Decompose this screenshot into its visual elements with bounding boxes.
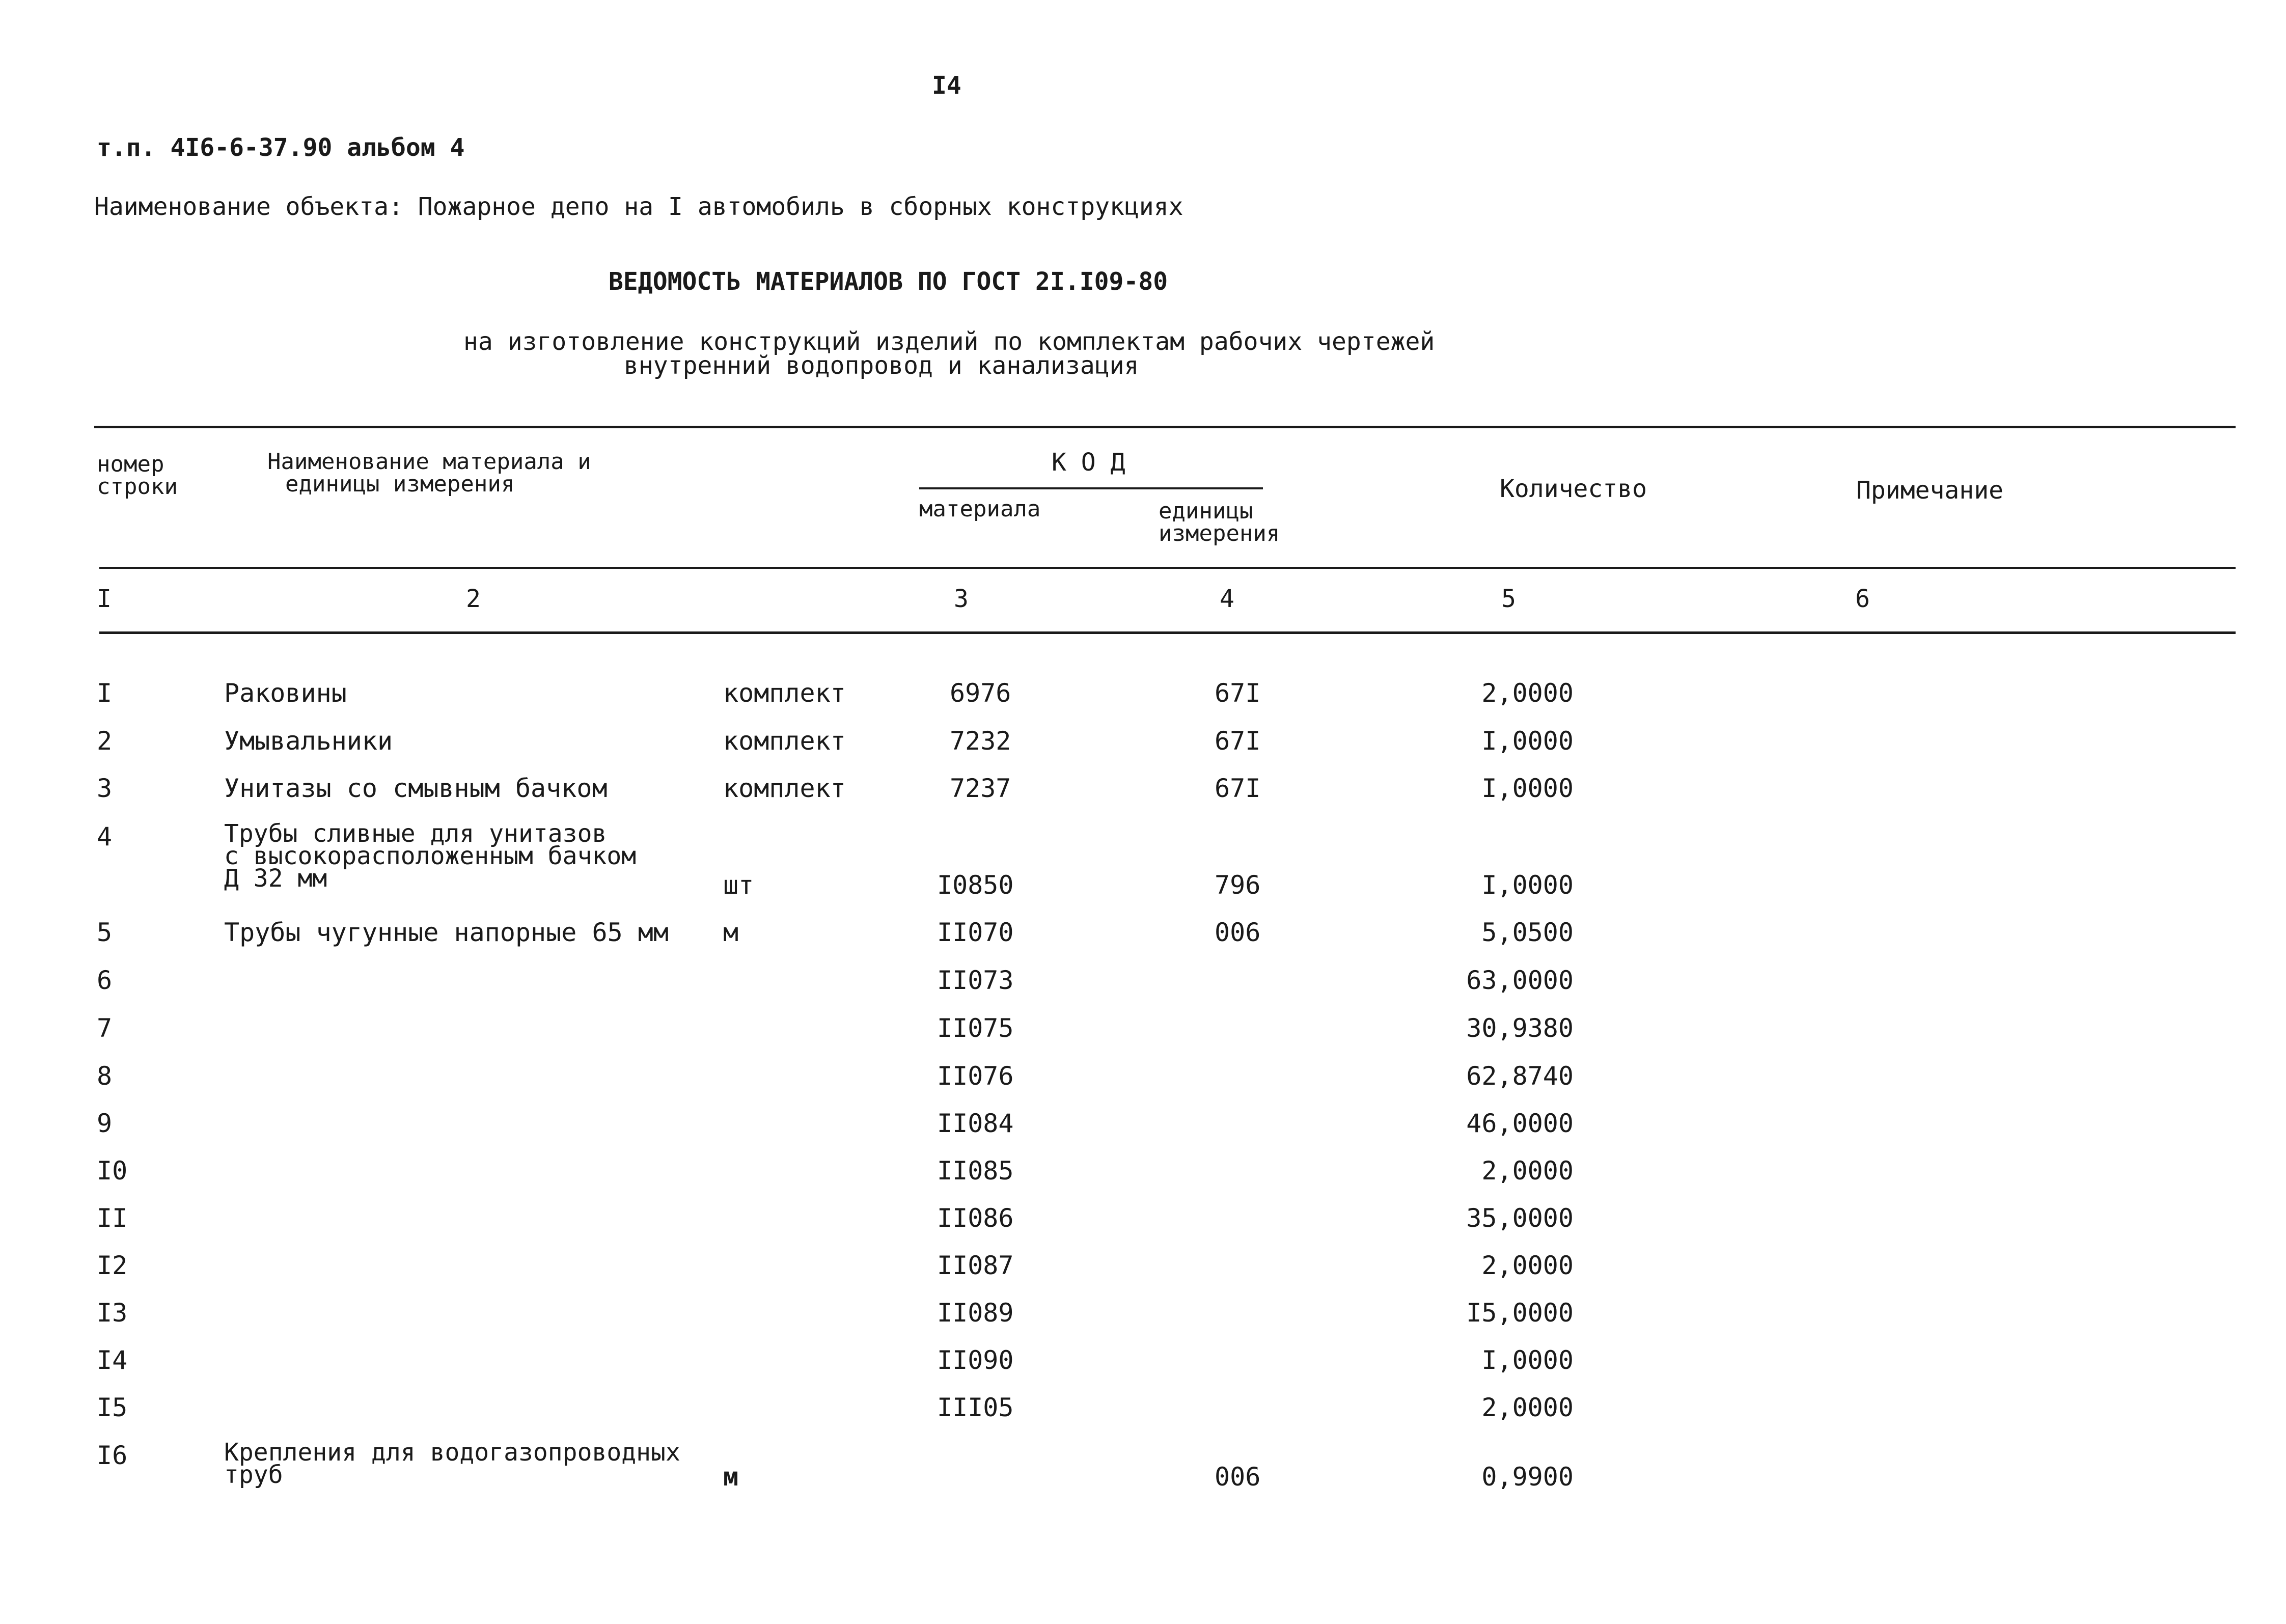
- document-subtitle-line1: на изготовление конструкций изделий по комплектам рабочих чертежей: [463, 327, 1435, 356]
- column-number: 6: [1855, 585, 1870, 613]
- quantity: I,0000: [1481, 1345, 1574, 1375]
- header-material-code: материала: [919, 496, 1041, 522]
- row-number: 3: [97, 774, 113, 803]
- material-code: II075: [937, 1013, 1014, 1043]
- header-row-number-line2: строки: [97, 474, 178, 500]
- material-name-line: Д 32 мм: [224, 864, 327, 893]
- document-title: ВЕДОМОСТЬ МАТЕРИАЛОВ ПО ГОСТ 2I.I09-80: [609, 267, 1168, 296]
- project-reference: т.п. 4I6-6-37.90 альбом 4: [97, 133, 465, 162]
- row-number: I5: [97, 1393, 128, 1422]
- material-code: III05: [937, 1393, 1014, 1422]
- table-row: [0, 1346, 2286, 1377]
- quantity: 0,9900: [1481, 1462, 1574, 1492]
- row-number: II: [97, 1203, 128, 1233]
- table-row: [0, 1014, 2286, 1044]
- material-name: Унитазы со смывным бачком: [224, 774, 608, 803]
- material-code: 6976: [950, 678, 1011, 708]
- material-code: II073: [937, 966, 1014, 995]
- quantity: 2,0000: [1481, 678, 1574, 708]
- row-number: 8: [97, 1061, 113, 1091]
- table-row: [0, 819, 2286, 904]
- header-quantity: Количество: [1500, 475, 1647, 503]
- material-code: II070: [937, 918, 1014, 947]
- row-number: 4: [97, 822, 113, 851]
- quantity: I,0000: [1481, 774, 1574, 803]
- row-number: 2: [97, 726, 113, 756]
- material-code: 7232: [950, 726, 1011, 756]
- quantity: 2,0000: [1481, 1251, 1574, 1280]
- row-number: I2: [97, 1251, 128, 1280]
- table-row: [0, 1062, 2286, 1092]
- quantity: 62,8740: [1466, 1061, 1574, 1091]
- quantity: 2,0000: [1481, 1393, 1574, 1422]
- row-number: I0: [97, 1156, 128, 1186]
- unit-name: м: [723, 1462, 739, 1492]
- table-row: [0, 1109, 2286, 1140]
- material-name-line: Крепления для водогазопроводных: [224, 1438, 680, 1467]
- table-row: [0, 1438, 2286, 1497]
- table-row: [0, 1393, 2286, 1424]
- material-code: I0850: [937, 870, 1014, 900]
- table-row: [0, 1157, 2286, 1187]
- table-row: [0, 679, 2286, 709]
- material-name: [224, 1438, 680, 1489]
- table-row: [0, 774, 2286, 805]
- header-material-name: [267, 451, 591, 496]
- material-code: II086: [937, 1203, 1014, 1233]
- quantity: 5,0500: [1481, 918, 1574, 947]
- material-code: II084: [937, 1109, 1014, 1138]
- document-subtitle-line2: внутренний водопровод и канализация: [624, 351, 1139, 380]
- table-top-rule: [94, 426, 2236, 428]
- material-code: II089: [937, 1298, 1014, 1328]
- material-name: [224, 819, 637, 893]
- row-number: I3: [97, 1298, 128, 1328]
- header-row-number: [97, 453, 178, 498]
- unit-name: шт: [723, 870, 754, 900]
- column-number: 3: [954, 585, 969, 613]
- unit-code: 796: [1215, 870, 1261, 900]
- unit-code: 67I: [1215, 726, 1261, 756]
- table-row: [0, 1251, 2286, 1282]
- unit-code: 006: [1215, 1462, 1261, 1492]
- column-number: I: [97, 585, 112, 613]
- quantity: 63,0000: [1466, 966, 1574, 995]
- quantity: 35,0000: [1466, 1203, 1574, 1233]
- unit-name: комплект: [723, 678, 846, 708]
- row-number: 5: [97, 918, 113, 947]
- table-row: [0, 727, 2286, 757]
- header-unit-code-line2: измерения: [1159, 520, 1280, 546]
- header-note: Примечание: [1856, 476, 2003, 505]
- material-name: Трубы чугунные напорные 65 мм: [224, 918, 669, 947]
- unit-name: комплект: [723, 774, 846, 803]
- header-bottom-rule: [99, 567, 2236, 569]
- column-number: 4: [1220, 585, 1234, 613]
- material-name: Раковины: [224, 678, 347, 708]
- header-row-number-line1: номер: [97, 451, 164, 477]
- quantity: 46,0000: [1466, 1109, 1574, 1138]
- page-number: I4: [932, 71, 961, 100]
- table-row: [0, 1299, 2286, 1329]
- quantity: I5,0000: [1466, 1298, 1574, 1328]
- table-row: [0, 1204, 2286, 1234]
- material-name-line: с высокорасположенным бачком: [224, 842, 637, 870]
- unit-code: 67I: [1215, 678, 1261, 708]
- quantity: 30,9380: [1466, 1013, 1574, 1043]
- header-material-name-line2: единицы измерения: [285, 471, 515, 497]
- quantity: 2,0000: [1481, 1156, 1574, 1186]
- table-row: [0, 918, 2286, 949]
- code-group-rule: [919, 487, 1263, 489]
- row-number: 7: [97, 1013, 113, 1043]
- header-unit-code: [1159, 500, 1280, 545]
- object-name-line: Наименование объекта: Пожарное депо на I автомобиль в сборных конструкциях: [94, 192, 1183, 221]
- row-number: I6: [97, 1441, 128, 1470]
- column-numbers-rule: [99, 631, 2236, 634]
- row-number: I: [97, 678, 113, 708]
- column-number: 2: [466, 585, 481, 613]
- row-number: I4: [97, 1345, 128, 1375]
- header-code-group: К О Д: [1052, 448, 1125, 477]
- material-name-line: труб: [224, 1461, 283, 1489]
- material-code: II076: [937, 1061, 1014, 1091]
- unit-name: м: [723, 918, 739, 947]
- header-unit-code-line1: единицы: [1159, 498, 1253, 524]
- row-number: 9: [97, 1109, 113, 1138]
- material-code: 7237: [950, 774, 1011, 803]
- material-code: II087: [937, 1251, 1014, 1280]
- table-row: [0, 966, 2286, 997]
- unit-name: комплект: [723, 726, 846, 756]
- header-material-name-line1: Наименование материала и: [267, 449, 591, 475]
- material-name: Умывальники: [224, 726, 393, 756]
- row-number: 6: [97, 966, 113, 995]
- material-code: II085: [937, 1156, 1014, 1186]
- quantity: I,0000: [1481, 870, 1574, 900]
- unit-code: 67I: [1215, 774, 1261, 803]
- material-code: II090: [937, 1345, 1014, 1375]
- material-name-line: Трубы сливные для унитазов: [224, 819, 607, 848]
- quantity: I,0000: [1481, 726, 1574, 756]
- unit-code: 006: [1215, 918, 1261, 947]
- column-number: 5: [1501, 585, 1516, 613]
